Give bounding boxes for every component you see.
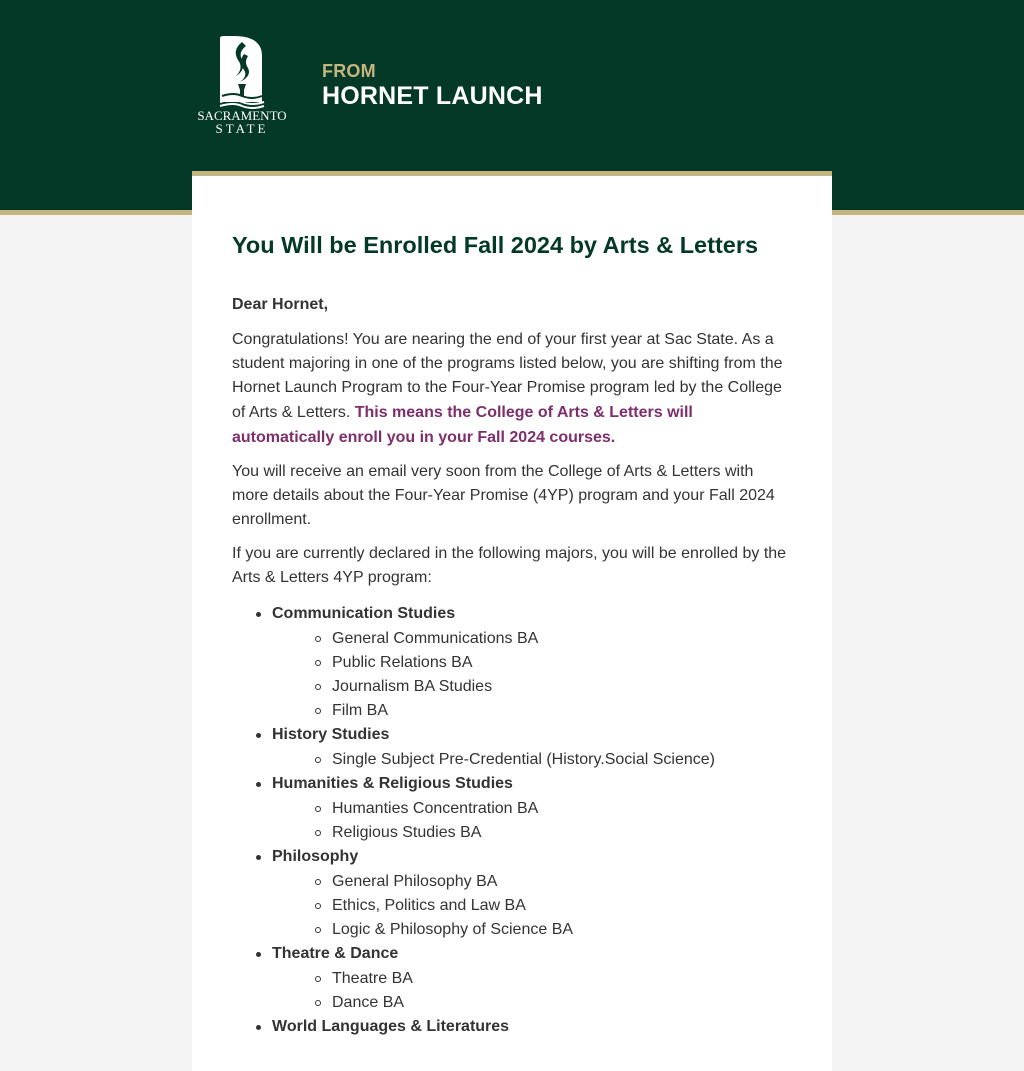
program-item — [272, 821, 792, 845]
program-list — [272, 870, 792, 942]
program-list — [272, 748, 792, 772]
major-name: Theatre & Dance — [272, 945, 399, 962]
bullet-circle-icon — [315, 903, 321, 909]
bullet-circle-icon — [315, 927, 321, 933]
program-item — [272, 894, 792, 918]
bullet-circle-icon — [315, 830, 321, 836]
sacramento-state-logo — [194, 36, 290, 136]
major-item — [232, 845, 792, 942]
bullet-circle-icon — [315, 976, 321, 982]
major-item — [232, 942, 792, 1015]
salutation: Dear Hornet, — [232, 296, 329, 313]
major-name: History Studies — [272, 726, 390, 743]
program-item — [272, 627, 792, 651]
program-item — [272, 651, 792, 675]
program-name: Theatre BA — [332, 970, 413, 987]
program-list — [272, 797, 792, 845]
program-item — [272, 991, 792, 1015]
major-item — [232, 723, 792, 772]
sender-name: HORNET LAUNCH — [322, 82, 543, 110]
majors-list — [232, 602, 792, 1039]
svg-text:SACRAMENTO: SACRAMENTO — [197, 108, 287, 123]
bullet-circle-icon — [315, 660, 321, 666]
program-name: Single Subject Pre-Credential (History.Social Science) — [332, 751, 715, 768]
program-name: Humanties Concentration BA — [332, 800, 539, 817]
bullet-circle-icon — [315, 684, 321, 690]
program-item — [272, 699, 792, 723]
torch-logo-icon — [194, 36, 290, 136]
bullet-circle-icon — [315, 879, 321, 885]
major-name: Philosophy — [272, 848, 359, 865]
email-title: You Will be Enrolled Fall 2024 by Arts & Letters — [232, 232, 759, 258]
bullet-circle-icon — [315, 757, 321, 763]
paragraph-congratulations — [232, 328, 792, 450]
major-item — [232, 772, 792, 845]
auto-enroll-highlight: This means the College of Arts & Letters will automatically enroll you in your Fall 2024 courses. — [232, 404, 693, 446]
program-item — [272, 748, 792, 772]
program-name: Film BA — [332, 702, 388, 719]
bullet-circle-icon — [315, 708, 321, 714]
program-item — [272, 870, 792, 894]
program-list — [272, 627, 792, 723]
bullet-disc-icon — [256, 612, 261, 617]
program-name: Ethics, Politics and Law BA — [332, 897, 526, 914]
bullet-disc-icon — [256, 733, 261, 738]
program-name: Journalism BA Studies — [332, 678, 493, 695]
bullet-circle-icon — [315, 806, 321, 812]
program-name: Dance BA — [332, 994, 405, 1011]
bullet-disc-icon — [256, 782, 261, 787]
paragraph-upcoming-email: You will receive an email very soon from the College of Arts & Letters with more details about the Four-Year Promise (4YP) program and your Fall 2024 enrollment. — [232, 463, 775, 528]
major-name: Humanities & Religious Studies — [272, 775, 513, 792]
email-body-card — [192, 171, 832, 1071]
major-item — [232, 1015, 792, 1039]
program-name: General Communications BA — [332, 630, 539, 647]
paragraph-majors-intro: If you are currently declared in the following majors, you will be enrolled by the Arts & Letters 4YP program: — [232, 545, 787, 586]
bullet-circle-icon — [315, 1000, 321, 1006]
program-item — [272, 797, 792, 821]
paragraph-congratulations-text: Congratulations! You are nearing the end of your first year at Sac State. As a student majoring in one of the programs listed below, you are shifting from the Hornet Launch Program to the Four-Year Promise program led by the College of Arts & Letters. — [232, 331, 783, 421]
major-name: World Languages & Literatures — [272, 1018, 510, 1035]
bullet-disc-icon — [256, 855, 261, 860]
program-name: Logic & Philosophy of Science BA — [332, 921, 574, 938]
program-item — [272, 918, 792, 942]
bullet-disc-icon — [256, 1025, 261, 1030]
program-name: Public Relations BA — [332, 654, 473, 671]
major-item — [232, 602, 792, 723]
program-name: Religious Studies BA — [332, 824, 482, 841]
svg-text:STATE: STATE — [215, 121, 269, 136]
program-list — [272, 967, 792, 1015]
bullet-circle-icon — [315, 636, 321, 642]
major-name: Communication Studies — [272, 605, 456, 622]
from-label: FROM — [322, 61, 376, 81]
program-name: General Philosophy BA — [332, 873, 498, 890]
program-item — [272, 967, 792, 991]
bullet-disc-icon — [256, 952, 261, 957]
program-item — [272, 675, 792, 699]
